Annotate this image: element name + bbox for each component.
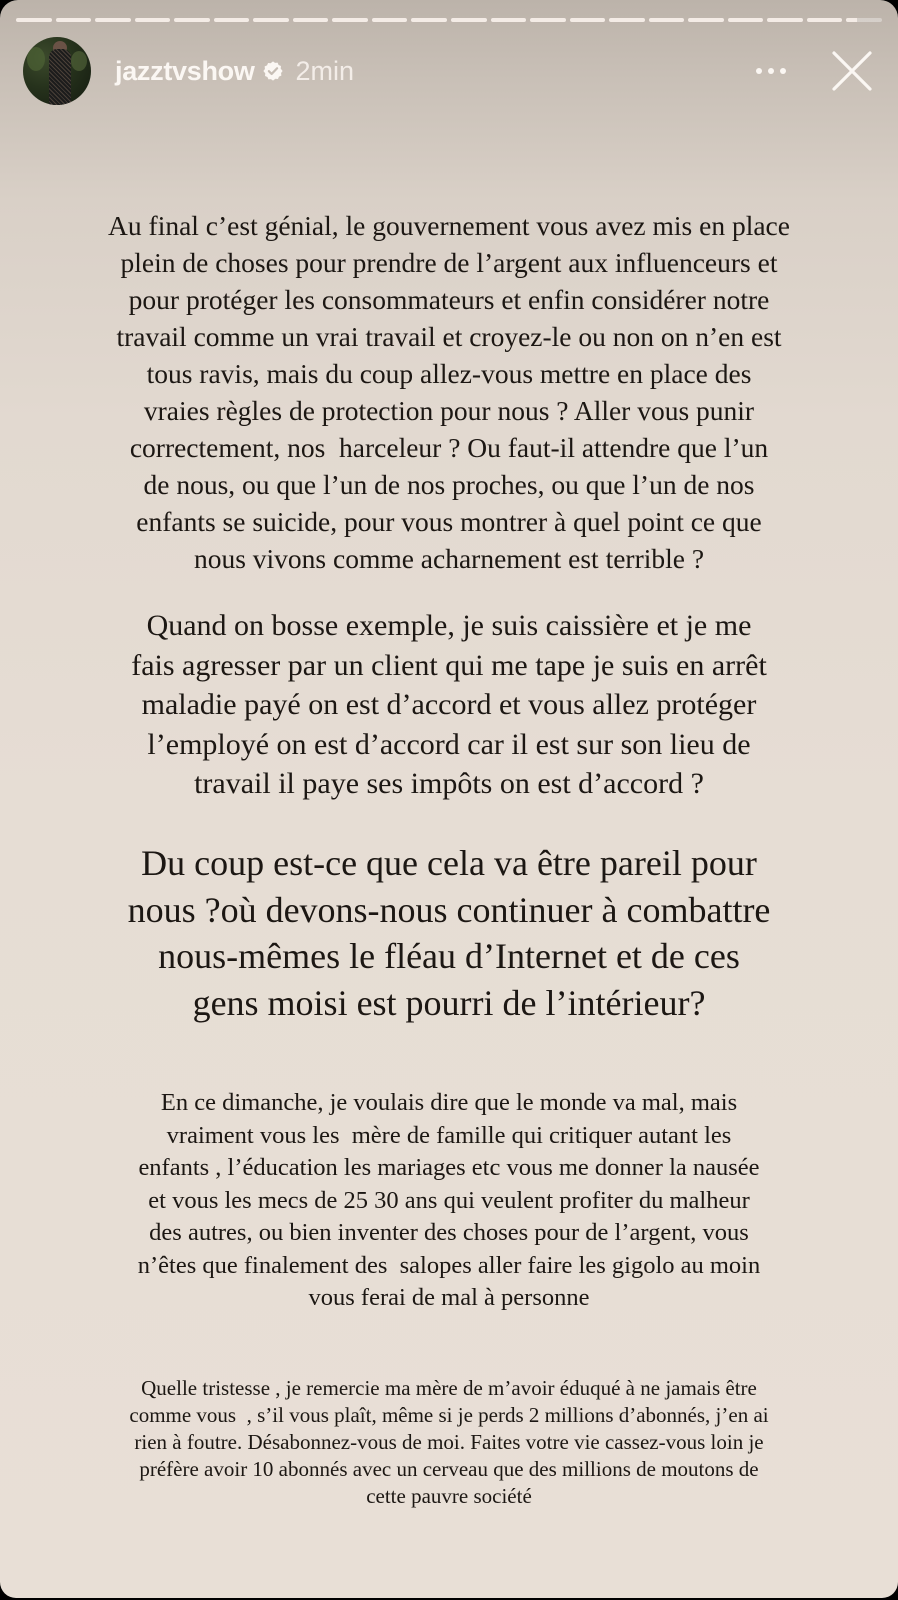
- text-line: Au final c’est génial, le gouvernement vous avez mis en place: [108, 210, 790, 241]
- text-line: préfère avoir 10 abonnés avec un cerveau que des millions de moutons de: [139, 1457, 759, 1481]
- text-block-government: [20, 207, 878, 577]
- text-line: fais agresser par un client qui me tape je suis en arrêt: [131, 648, 767, 682]
- text-block-sadness: [20, 1375, 878, 1510]
- text-line: nous-mêmes le fléau d’Internet et de ces: [158, 936, 740, 976]
- text-line: n’êtes que finalement des salopes aller faire les gigolo au moin: [137, 1251, 761, 1279]
- text-line: Du coup est-ce que cela va être pareil pour: [141, 843, 757, 883]
- text-block-question: [20, 840, 878, 1026]
- text-line: travail comme un vrai travail et croyez-le ou non on n’en est: [116, 321, 782, 352]
- text-line: Quelle tristesse , je remercie ma mère de m’avoir éduqué à ne jamais être: [141, 1376, 757, 1400]
- text-block-sunday: [20, 1087, 878, 1315]
- text-line: vous ferai de mal à personne: [308, 1284, 590, 1311]
- text-line: rien à foutre. Désabonnez-vous de moi. Faites votre vie cassez-vous loin je: [134, 1430, 764, 1454]
- text-line: cette pauvre société: [366, 1484, 532, 1508]
- text-line: travail il paye ses impôts on est d’accord ?: [194, 767, 704, 800]
- text-line: vraies règles de protection pour nous ? Aller vous punir: [143, 395, 755, 426]
- text-line: pour protéger les consommateurs et enfin considérer notre: [128, 284, 770, 315]
- text-block-cashier-example: [20, 606, 878, 804]
- text-line: et vous les mecs de 25 30 ans qui veulent profiter du malheur: [148, 1186, 750, 1214]
- text-line: nous vivons comme acharnement est terrible ?: [193, 543, 705, 574]
- text-line: de nous, ou que l’un de nos proches, ou que l’un de nos: [143, 469, 755, 500]
- username[interactable]: jazztvshow: [115, 55, 255, 86]
- text-line: l’employé on est d’accord car il est sur son lieu de: [147, 727, 751, 761]
- text-line: vraiment vous les mère de famille qui critiquer autant les: [166, 1121, 732, 1149]
- text-line: des autres, ou bien inventer des choses pour de l’argent, vous: [149, 1219, 749, 1246]
- text-line: Quand on bosse exemple, je suis caissière et je me: [146, 609, 752, 642]
- text-line: gens moisi est pourri de l’intérieur?: [192, 982, 706, 1023]
- text-line: En ce dimanche, je voulais dire que le monde va mal, mais: [160, 1089, 738, 1116]
- text-line: tous ravis, mais du coup allez-vous mettre en place des: [146, 358, 752, 389]
- text-line: enfants , l’éducation les mariages etc vous me donner la nausée: [138, 1154, 760, 1181]
- text-line: plein de choses pour prendre de l’argent aux influenceurs et: [120, 247, 778, 278]
- post-time: 2min: [295, 55, 355, 86]
- text-line: correctement, nos harceleur ? Ou faut-il attendre que l’un: [129, 432, 769, 463]
- text-line: enfants se suicide, pour vous montrer à quel point ce que: [136, 506, 762, 537]
- text-line: maladie payé on est d’accord et vous allez protéger: [141, 688, 757, 721]
- text-line: nous ?où devons-nous continuer à combattre: [127, 889, 771, 930]
- text-line: comme vous , s’il vous plaît, même si je perds 2 millions d’abonnés, j’en ai: [129, 1403, 769, 1427]
